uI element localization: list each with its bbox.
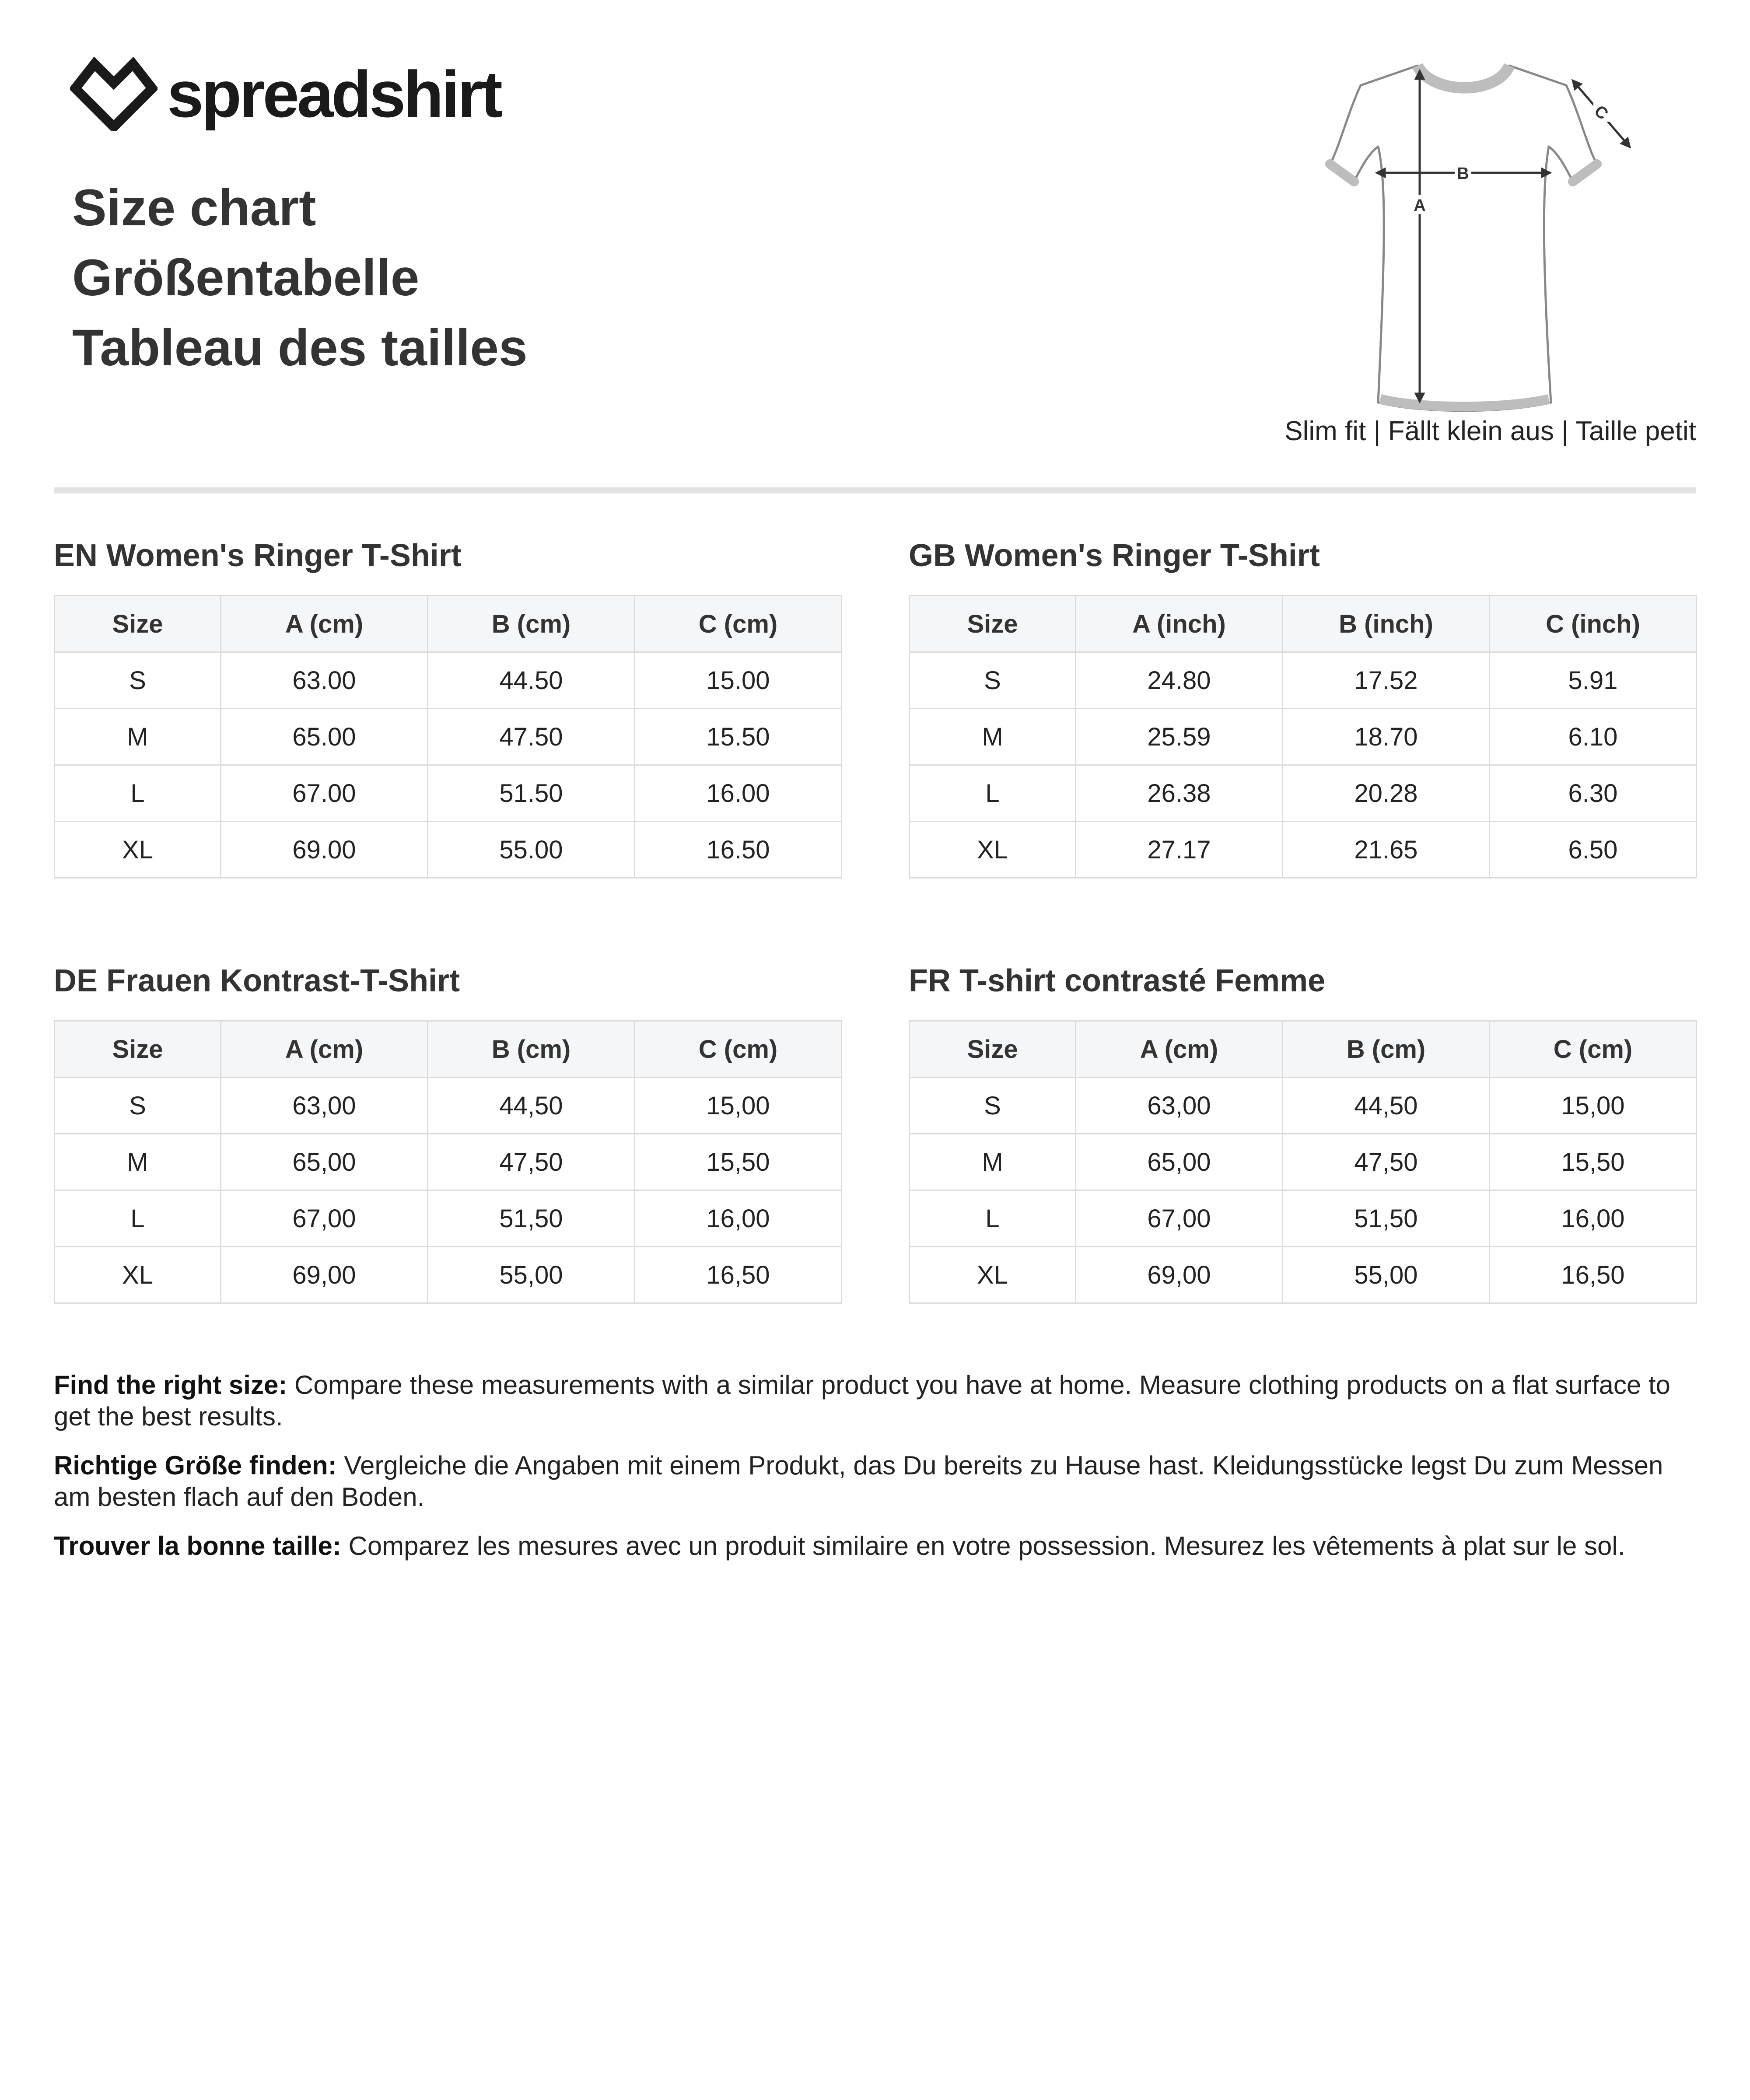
note-text: Vergleiche die Angaben mit einem Produkt, das Du bereits zu Hause hast. Kleidungsstücke legst Du zum Messen am besten flach auf den Boden. (54, 1451, 1663, 1512)
table-cell: S (55, 652, 221, 709)
column-header: C (cm) (635, 1021, 842, 1078)
table-row (55, 1134, 842, 1190)
table-row (55, 765, 842, 822)
table-cell: 6.50 (1490, 822, 1697, 878)
column-header: Size (55, 596, 221, 652)
column-header: B (inch) (1283, 596, 1490, 652)
table-title: DE Frauen Kontrast-T-Shirt (54, 963, 460, 998)
table-cell: 20.28 (1283, 765, 1490, 822)
table-header-row (910, 596, 1697, 652)
measurement-notes (54, 1369, 1696, 1579)
size-table-section-en (54, 534, 841, 878)
column-header: C (cm) (1490, 1021, 1697, 1078)
table-row (910, 765, 1697, 822)
table-cell: 15.50 (635, 709, 842, 765)
fit-note: Slim fit | Fällt klein aus | Taille petit (1284, 416, 1696, 446)
table-cell: M (910, 1134, 1076, 1190)
table-cell: 16.00 (635, 765, 842, 822)
column-header: A (cm) (221, 1021, 428, 1078)
column-header: Size (910, 596, 1076, 652)
size-table-de (54, 1020, 842, 1304)
table-cell: XL (910, 1247, 1076, 1303)
table-cell: 67.00 (221, 765, 428, 822)
tshirt-collar-trim (1418, 66, 1509, 88)
note-label: Richtige Größe finden: (54, 1451, 337, 1480)
table-cell: 15,50 (1490, 1134, 1697, 1190)
table-cell: L (55, 1190, 221, 1247)
table-cell: L (910, 1190, 1076, 1247)
measure-b-label: B (1457, 164, 1469, 183)
table-cell: L (55, 765, 221, 822)
table-cell: 51,50 (428, 1190, 635, 1247)
table-cell: 21.65 (1283, 822, 1490, 878)
column-header: B (cm) (1283, 1021, 1490, 1078)
table-cell: 18.70 (1283, 709, 1490, 765)
table-cell: 47,50 (428, 1134, 635, 1190)
table-cell: 47,50 (1283, 1134, 1490, 1190)
note-label: Find the right size: (54, 1370, 287, 1400)
table-cell: 47.50 (428, 709, 635, 765)
page-titles (72, 173, 528, 383)
table-row (55, 1190, 842, 1247)
table-cell: 16,50 (635, 1247, 842, 1303)
size-table-fr (909, 1020, 1697, 1304)
table-row (55, 822, 842, 878)
size-table-section-de (54, 959, 841, 1304)
section-divider (54, 487, 1696, 494)
table-cell: 65,00 (221, 1134, 428, 1190)
table-row (910, 1078, 1697, 1134)
column-header: A (cm) (221, 596, 428, 652)
column-header: B (cm) (428, 596, 635, 652)
table-cell: M (910, 709, 1076, 765)
table-cell: XL (55, 1247, 221, 1303)
note-de (54, 1450, 1696, 1513)
column-header: A (inch) (1076, 596, 1283, 652)
table-cell: 67,00 (1076, 1190, 1283, 1247)
table-row (55, 709, 842, 765)
table-cell: 51,50 (1283, 1190, 1490, 1247)
table-cell: L (910, 765, 1076, 822)
table-cell: 44.50 (428, 652, 635, 709)
tshirt-outline (1330, 66, 1597, 411)
table-header-row (55, 1021, 842, 1078)
table-row (55, 1247, 842, 1303)
heart-diamond-icon (70, 57, 158, 131)
column-header: C (inch) (1490, 596, 1697, 652)
measure-c-label: C (1590, 102, 1612, 124)
column-header: Size (55, 1021, 221, 1078)
table-cell: S (910, 652, 1076, 709)
table-row (55, 1078, 842, 1134)
table-row (910, 1134, 1697, 1190)
title-de: Größentabelle (72, 249, 420, 307)
table-cell: 55.00 (428, 822, 635, 878)
table-cell: 69.00 (221, 822, 428, 878)
table-cell: 17.52 (1283, 652, 1490, 709)
table-cell: M (55, 1134, 221, 1190)
table-cell: 16,50 (1490, 1247, 1697, 1303)
table-cell: 15,50 (635, 1134, 842, 1190)
note-en (54, 1369, 1696, 1432)
table-cell: 16.50 (635, 822, 842, 878)
table-cell: M (55, 709, 221, 765)
table-cell: 65,00 (1076, 1134, 1283, 1190)
table-cell: 69,00 (221, 1247, 428, 1303)
table-cell: XL (55, 822, 221, 878)
note-fr (54, 1530, 1696, 1562)
table-cell: 44,50 (428, 1078, 635, 1134)
column-header: B (cm) (428, 1021, 635, 1078)
column-header: C (cm) (635, 596, 842, 652)
table-cell: 51.50 (428, 765, 635, 822)
table-cell: 15,00 (1490, 1078, 1697, 1134)
table-cell: 63,00 (1076, 1078, 1283, 1134)
table-cell: 65.00 (221, 709, 428, 765)
table-cell: S (55, 1078, 221, 1134)
table-cell: 63,00 (221, 1078, 428, 1134)
table-row (910, 822, 1697, 878)
table-cell: 25.59 (1076, 709, 1283, 765)
size-table-en (54, 595, 842, 878)
table-cell: 27.17 (1076, 822, 1283, 878)
size-table-section-gb (909, 534, 1696, 878)
table-cell: 55,00 (428, 1247, 635, 1303)
table-row (910, 652, 1697, 709)
table-cell: 69,00 (1076, 1247, 1283, 1303)
table-title: EN Women's Ringer T-Shirt (54, 538, 462, 573)
table-cell: 26.38 (1076, 765, 1283, 822)
table-header-row (910, 1021, 1697, 1078)
tshirt-measurement-diagram (1321, 52, 1662, 416)
table-cell: 63.00 (221, 652, 428, 709)
table-cell: 5.91 (1490, 652, 1697, 709)
table-row (910, 1190, 1697, 1247)
measure-a-label: A (1414, 196, 1426, 215)
table-cell: 15,00 (635, 1078, 842, 1134)
title-en: Size chart (72, 179, 316, 237)
table-cell: 16,00 (1490, 1190, 1697, 1247)
table-cell: 15.00 (635, 652, 842, 709)
table-cell: XL (910, 822, 1076, 878)
note-text: Compare these measurements with a similar product you have at home. Measure clothing products on a flat surface to get the best results. (54, 1370, 1670, 1431)
note-text: Comparez les mesures avec un produit similaire en votre possession. Mesurez les vêtements à plat sur le sol. (341, 1531, 1625, 1561)
table-cell: 16,00 (635, 1190, 842, 1247)
column-header: A (cm) (1076, 1021, 1283, 1078)
table-row (910, 709, 1697, 765)
table-cell: 44,50 (1283, 1078, 1490, 1134)
table-cell: 67,00 (221, 1190, 428, 1247)
table-cell: 24.80 (1076, 652, 1283, 709)
column-header: Size (910, 1021, 1076, 1078)
brand-logo (70, 57, 500, 131)
table-cell: 6.10 (1490, 709, 1697, 765)
table-cell: 6.30 (1490, 765, 1697, 822)
note-label: Trouver la bonne taille: (54, 1531, 341, 1561)
brand-name: spreadshirt (167, 57, 500, 131)
table-row (910, 1247, 1697, 1303)
table-row (55, 652, 842, 709)
table-header-row (55, 596, 842, 652)
table-cell: S (910, 1078, 1076, 1134)
size-table-section-fr (909, 959, 1696, 1304)
table-cell: 55,00 (1283, 1247, 1490, 1303)
title-fr: Tableau des tailles (72, 319, 528, 377)
table-title: GB Women's Ringer T-Shirt (909, 538, 1320, 573)
table-title: FR T-shirt contrasté Femme (909, 963, 1326, 998)
size-table-gb (909, 595, 1697, 878)
